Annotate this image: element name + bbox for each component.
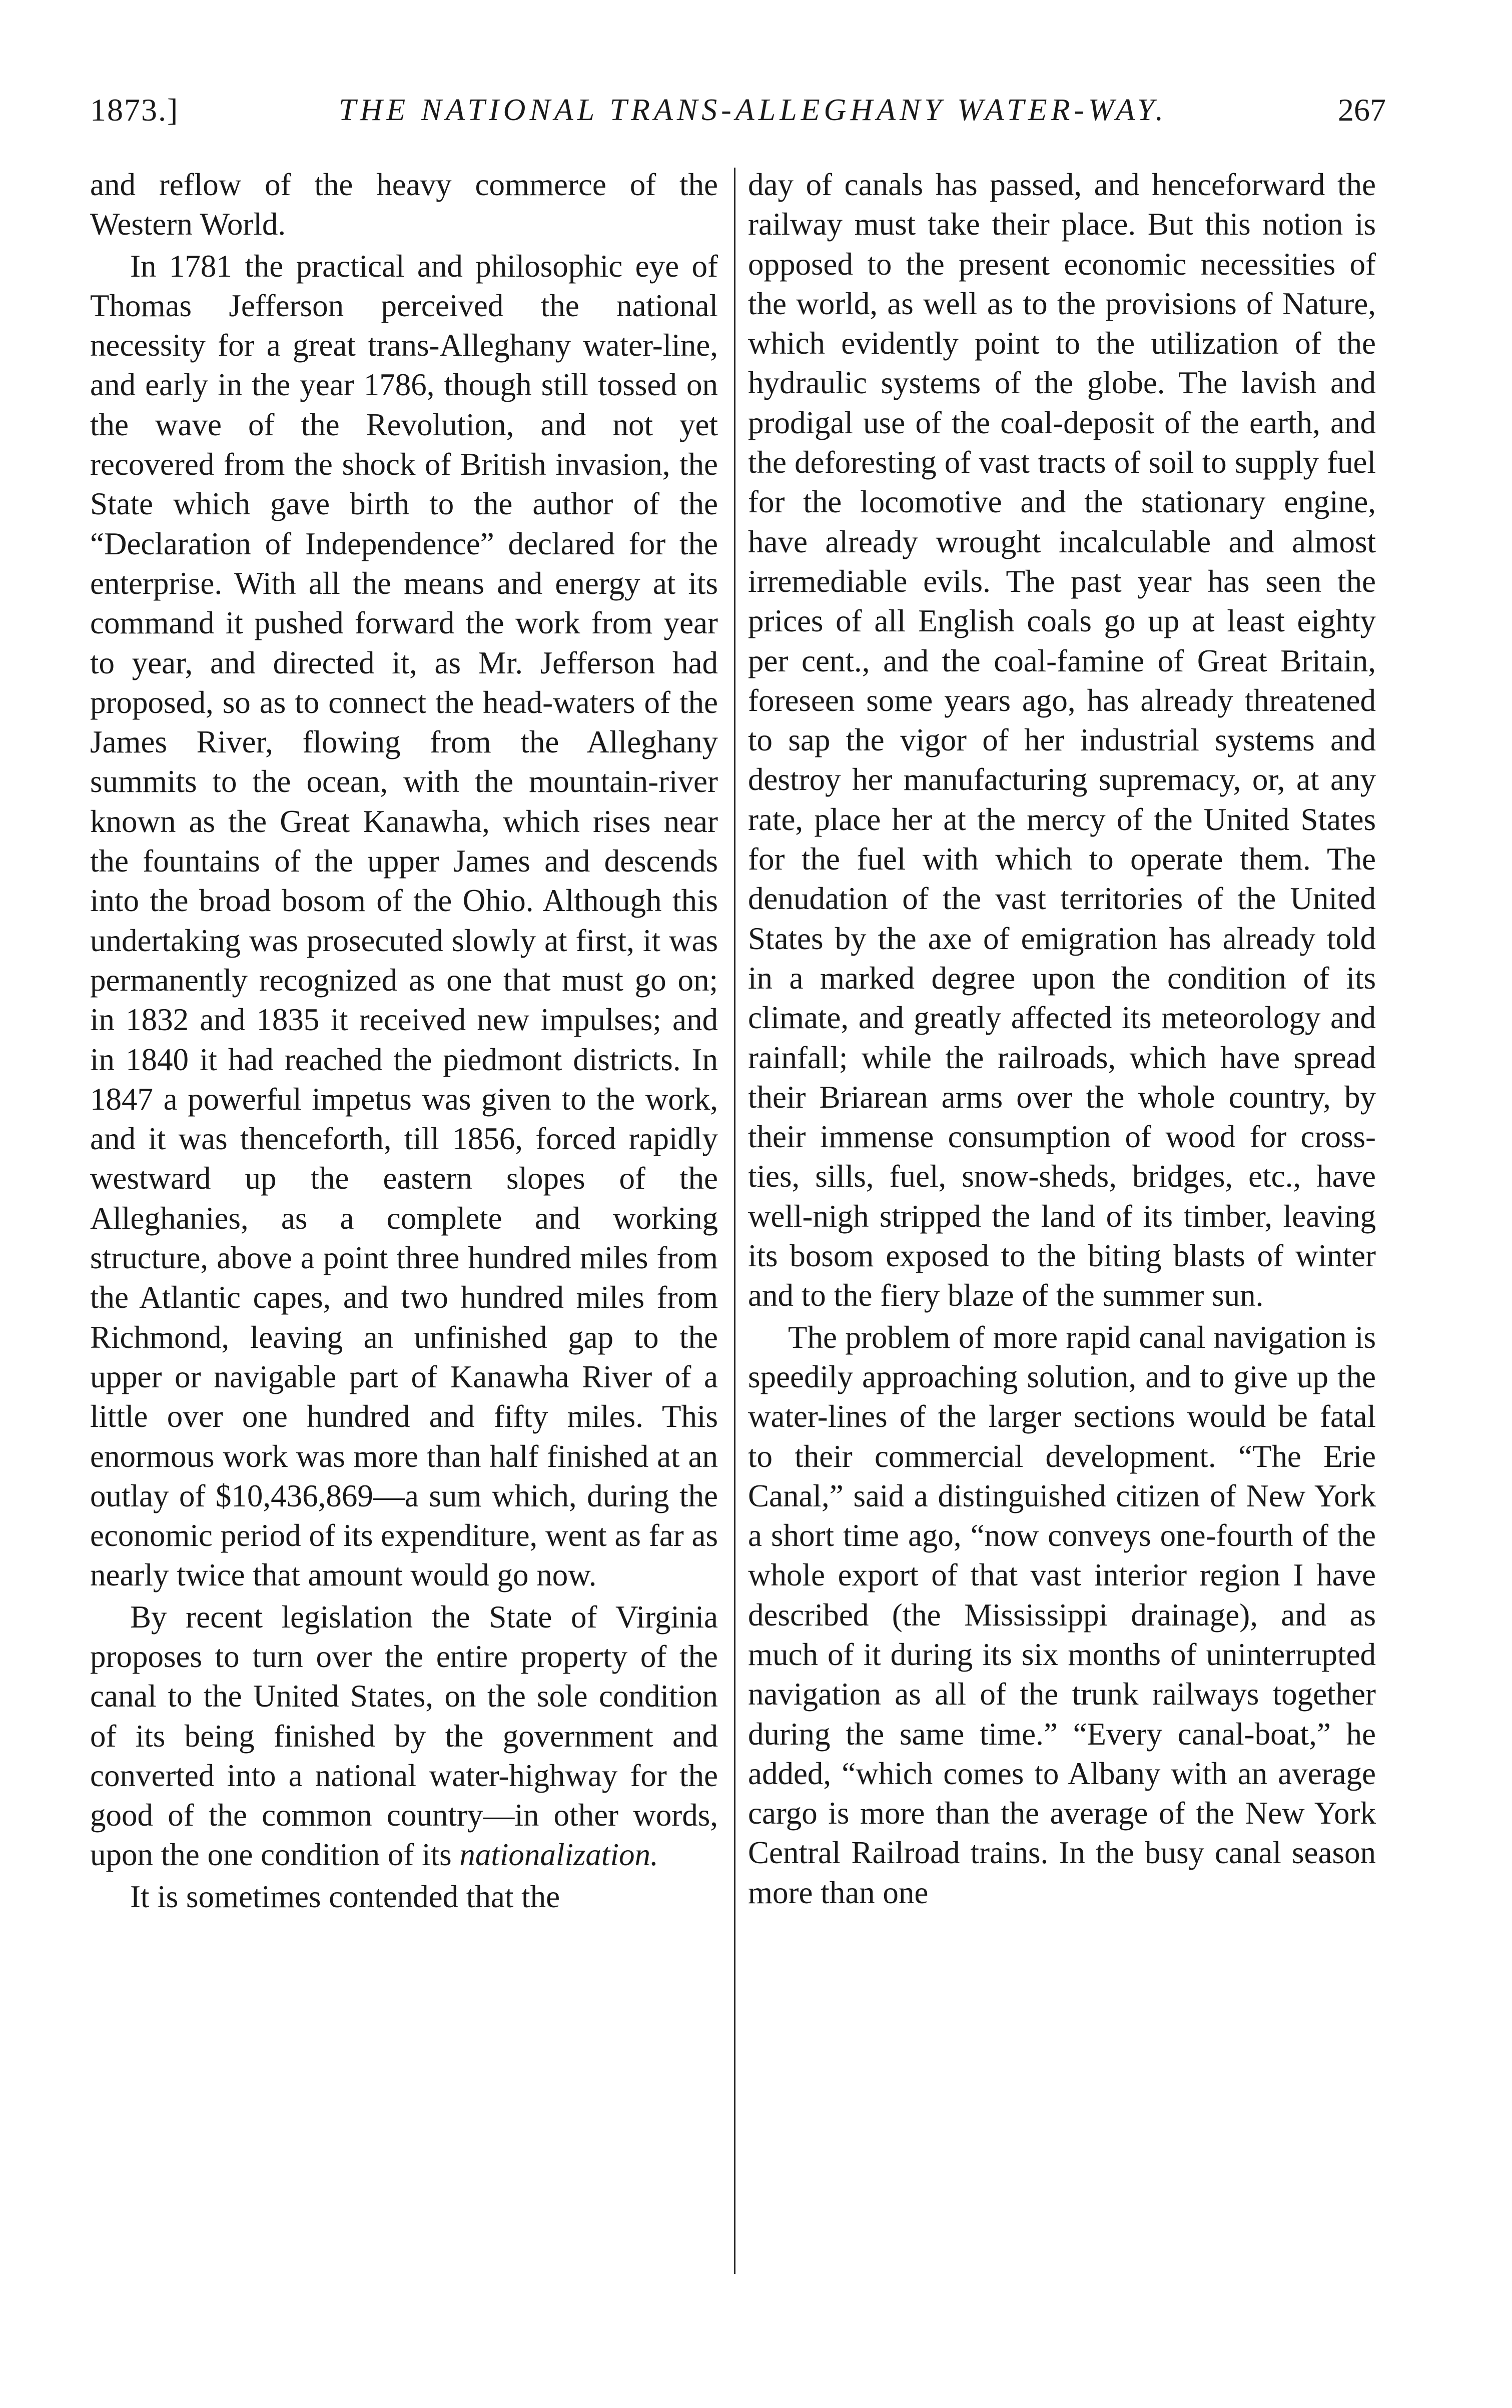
right-paragraph-2: The problem of more rapid canal navigation is speedily approaching solution, and to give up the water-lines of the larger sections would be fatal to their commercial development. “The Erie Canal,” said a distinguished citizen of New York a short time ago, “now conveys one-fourth of the whole export of that vast interior region I have described (the Mississippi drainage), and as much of it during its six months of uninterrupted navigation as all of the trunk railways together during the same time.” “Every canal-boat,” he added, “which comes to Albany with an average cargo is more than the average of the New York Central Railroad trains. In the busy canal season more than one (748, 1319, 1376, 1910)
page-number: 267 (1338, 92, 1386, 128)
left-paragraph-2: In 1781 the practical and philosophic eye of Thomas Jefferson perceived the national necessity for a great trans-Alleghany water-line, and early in the year 1786, though still tossed on the wave of the Revolution, and not yet recovered from the shock of British invasion, the State which gave birth to the author of the “Declaration of Independence” declared for the enterprise. With all the means and energy at its command it pushed forward the work from year to year, and directed it, as Mr. Jefferson had proposed, so as to connect the head-waters of the James River, flowing from the Alleghany summits to the ocean, with the mountain-river known as the Great Kanawha, which rises near the fountains of the upper James and descends into the broad bosom of the Ohio. Although this undertaking was prosecuted slowly at first, it was permanently recognized as one that must go on; in 1832 and 1835 it received new impulses; and in 1840 it had reached the piedmont districts. In 1847 a powerful impetus was given to the work, and it was thenceforth, till 1856, forced rapidly westward up the eastern slopes of the Alleghanies, as a complete and working structure, above a point three hundred miles from the Atlantic capes, and two hundred miles from Richmond, leaving an unfinished gap to the upper or navigable part of Kanawha River of a little over one hundred and fifty miles. This enormous work was more than half finished at an outlay of $10,436,869—a sum which, during the economic period of its expenditure, went as far as nearly twice that amount would go now. (90, 248, 718, 1593)
right-column (748, 165, 1376, 1913)
running-header (90, 85, 1386, 135)
column-divider (734, 168, 735, 2274)
header-year: 1873.] (90, 92, 179, 128)
left-paragraph-3-italic: nationalization. (459, 1837, 658, 1873)
left-paragraph-3 (90, 1597, 718, 1875)
right-paragraph-1: day of canals has passed, and henceforward the railway must take their place. But this notion is opposed to the present economic necessities of the world, as well as to the provisions of Nature, which evidently point to the utilization of the hydraulic systems of the globe. The lavish and prodigal use of the coal-deposit of the earth, and the deforesting of vast tracts of soil to supply fuel for the locomotive and the stationary engine, have already wrought incalculable and almost irremediable evils. The past year has seen the prices of all English coals go up at least eighty per cent., and the coal-famine of Great Britain, foreseen some years ago, has already threatened to sap the vigor of her industrial systems and destroy her manufacturing supremacy, or, at any rate, place her at the mercy of the United States for the fuel with which to operate them. The denudation of the vast territories of the United States by the axe of emigration has already told in a marked degree upon the condition of its climate, and greatly affected its meteorology and rainfall; while the railroads, which have spread their Briarean arms over the whole country, by their immense consumption of wood for cross-ties, sills, fuel, snow-sheds, bridges, etc., have well-nigh stripped the land of its timber, leaving its bosom exposed to the biting blasts of winter and to the fiery blaze of the summer sun. (748, 167, 1376, 1313)
left-column (90, 165, 718, 1917)
running-title: THE NATIONAL TRANS-ALLEGHANY WATER-WAY. (338, 93, 1168, 127)
left-paragraph-3-text: By recent legislation the State of Virginia proposes to turn over the entire property of the canal to the United States, on the sole condition of its being finished by the government and converted into a national water-highway for the good of the common country—in other words, upon the one condition of its (90, 1599, 718, 1873)
left-paragraph-1: and reflow of the heavy commerce of the Western World. (90, 167, 718, 242)
left-paragraph-4: It is sometimes contended that the (130, 1879, 560, 1914)
